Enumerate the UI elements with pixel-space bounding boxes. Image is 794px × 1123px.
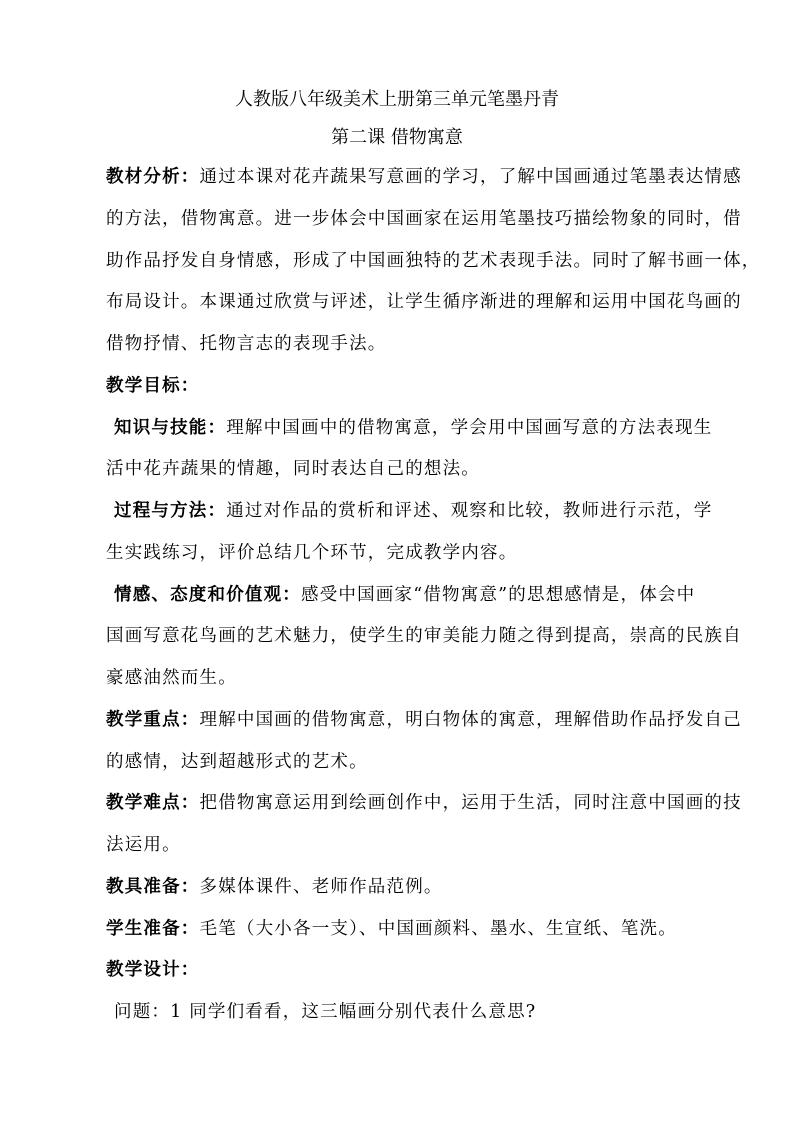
text-line: 布局设计。本课通过欣赏与评述，让学生循序渐进的理解和运用中国花鸟画的 — [106, 292, 742, 313]
section-label: 教材分析： — [106, 167, 200, 187]
text-line: 豪感油然而生。 — [106, 668, 237, 688]
section-label: 教学目标： — [106, 375, 200, 396]
text-line: 生实践练习，评价总结几个环节，完成教学内容。 — [106, 542, 518, 563]
lesson-title: 第二课 借物寓意 — [331, 127, 463, 148]
text-line: 通过对作品的赏析和评述、观察和比较，教师进行示范，学 — [226, 501, 713, 521]
section-design-label: 教学设计： — [106, 960, 200, 981]
design-question: 问题：1 同学们看看，这三幅画分别代表什么意思? — [114, 1002, 537, 1022]
section-label: 教具准备： — [106, 876, 200, 897]
text-line: 的感情，达到超越形式的艺术。 — [106, 751, 368, 772]
subsection-label: 过程与方法： — [114, 501, 227, 521]
subsection-label: 知识与技能： — [114, 417, 227, 438]
section-goals — [106, 366, 746, 700]
text-line: 国画写意花鸟画的艺术魅力，使学生的审美能力随之得到提高，崇高的民族自 — [106, 626, 742, 647]
document-body — [106, 157, 761, 1034]
text-line: 法运用。 — [106, 835, 181, 855]
section-analysis — [106, 157, 761, 366]
section-teacher-prep — [106, 867, 746, 909]
text-line: 把借物寓意运用到绘画创作中，运用于生活，同时注意中国画的技 — [199, 793, 742, 814]
text-line: 借物抒情、托物言志的表现手法。 — [106, 334, 387, 354]
text-line: 毛笔（大小各一支）、中国画颜料、墨水、生宣纸、笔洗。 — [199, 918, 677, 939]
section-difficulties — [106, 783, 746, 867]
subsection-label: 情感、态度和价值观： — [114, 584, 301, 605]
section-label: 教学重点： — [106, 709, 200, 730]
section-student-prep — [106, 909, 746, 951]
document-title: 人教版八年级美术上册第三单元笔墨丹青 — [235, 89, 559, 110]
text-line: 的方法，借物寓意。进一步体会中国画家在运用笔墨技巧描绘物象的同时，借 — [106, 208, 742, 229]
text-line: 助作品抒发自身情感，形成了中国画独特的艺术表现手法。同时了解书画一体， — [106, 250, 761, 271]
section-key-points — [106, 700, 746, 784]
text-line: 理解中国画的借物寓意，明白物体的寓意，理解借助作品抒发自己 — [199, 709, 742, 730]
text-line: 理解中国画中的借物寓意，学会用中国画写意的方法表现生 — [226, 417, 713, 438]
text-line: 多媒体课件、老师作品范例。 — [199, 876, 443, 897]
section-label: 教学难点： — [106, 793, 200, 814]
text-line: 通过本课对花卉蔬果写意画的学习，了解中国画通过笔墨表达情感 — [199, 167, 742, 187]
section-label: 学生准备： — [106, 918, 200, 939]
text-line: 感受中国画家“借物寓意”的思想感情是，体会中 — [301, 584, 696, 605]
text-line: 活中花卉蔬果的情趣，同时表达自己的想法。 — [106, 459, 480, 480]
